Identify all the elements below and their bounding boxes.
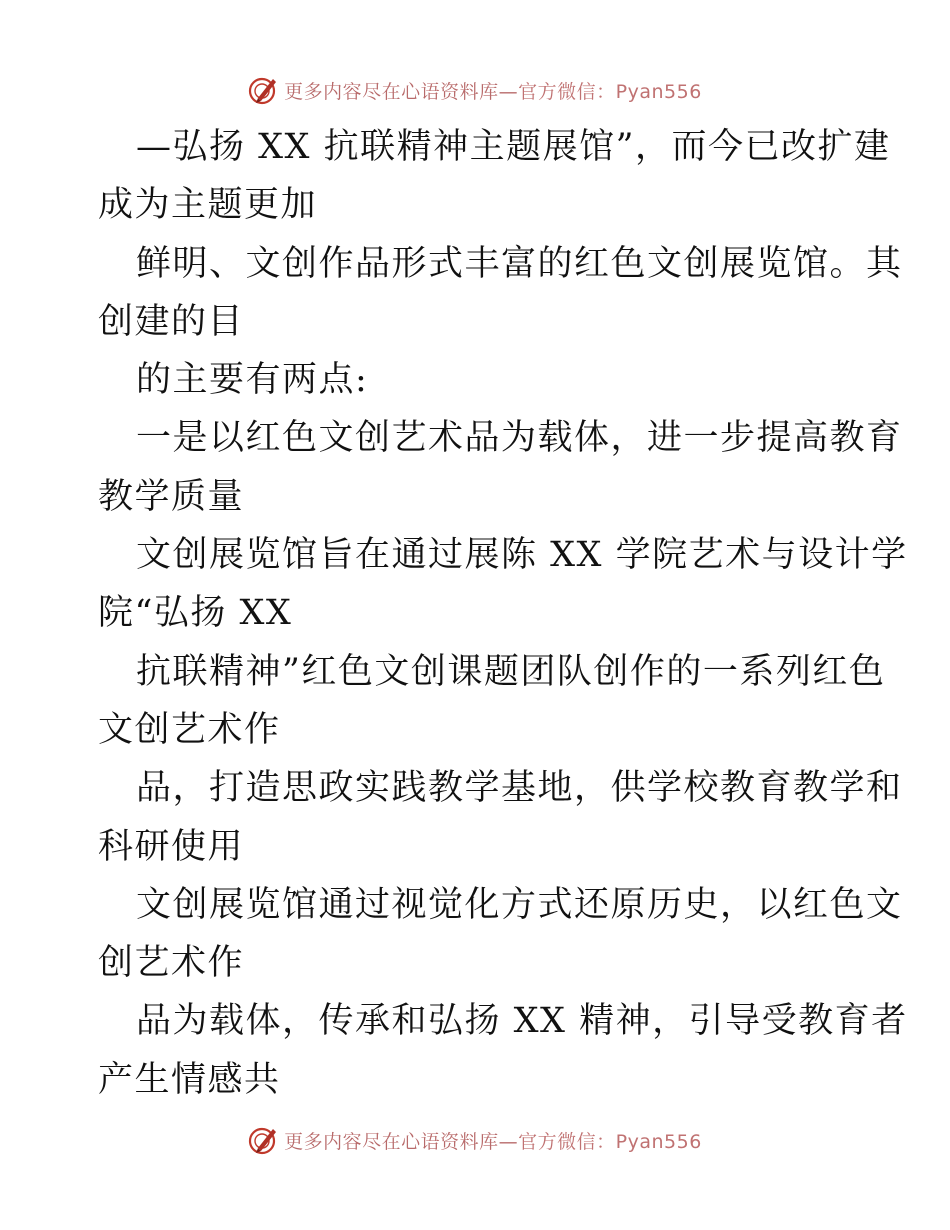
text-line: 创建的目 bbox=[98, 301, 245, 342]
text-line: 文创展览馆旨在通过展陈 XX 学院艺术与设计学 bbox=[136, 535, 908, 576]
text-line: 成为主题更加 bbox=[98, 185, 318, 226]
text-line: 的主要有两点: bbox=[136, 360, 369, 401]
text-line: 品，打造思政实践教学基地，供学校教育教学和 bbox=[136, 768, 903, 809]
pen-circle-logo-icon bbox=[248, 74, 280, 106]
text-line: 抗联精神”红色文创课题团队创作的一系列红色 bbox=[136, 651, 886, 692]
text-line: 鲜明、文创作品形式丰富的红色文创展览馆。其 bbox=[136, 243, 903, 284]
text-line: 文创展览馆通过视觉化方式还原历史，以红色文 bbox=[136, 884, 903, 925]
footer-banner bbox=[0, 1120, 950, 1160]
text-line: —弘扬 XX 抗联精神主题展馆”，而今已改扩建 bbox=[136, 127, 891, 167]
pen-circle-logo-icon bbox=[248, 1124, 280, 1156]
text-line: 创艺术作 bbox=[98, 943, 245, 984]
header-banner bbox=[0, 70, 950, 110]
text-line: 院“弘扬 XX bbox=[98, 593, 293, 634]
header-banner-text: 更多内容尽在心语资料库—官方微信：Pyan556 bbox=[284, 80, 702, 103]
text-line: 一是以红色文创艺术品为载体，进一步提高教育 bbox=[136, 418, 903, 459]
text-line: 教学质量 bbox=[98, 476, 245, 517]
text-line: 品为载体，传承和弘扬 XX 精神，引导受教育者 bbox=[136, 1001, 908, 1042]
footer-banner-text: 更多内容尽在心语资料库—官方微信：Pyan556 bbox=[284, 1130, 702, 1153]
text-line: 科研使用 bbox=[98, 826, 245, 867]
text-line: 文创艺术作 bbox=[98, 709, 281, 750]
document-body bbox=[98, 118, 908, 1109]
text-line: 产生情感共 bbox=[98, 1059, 281, 1100]
